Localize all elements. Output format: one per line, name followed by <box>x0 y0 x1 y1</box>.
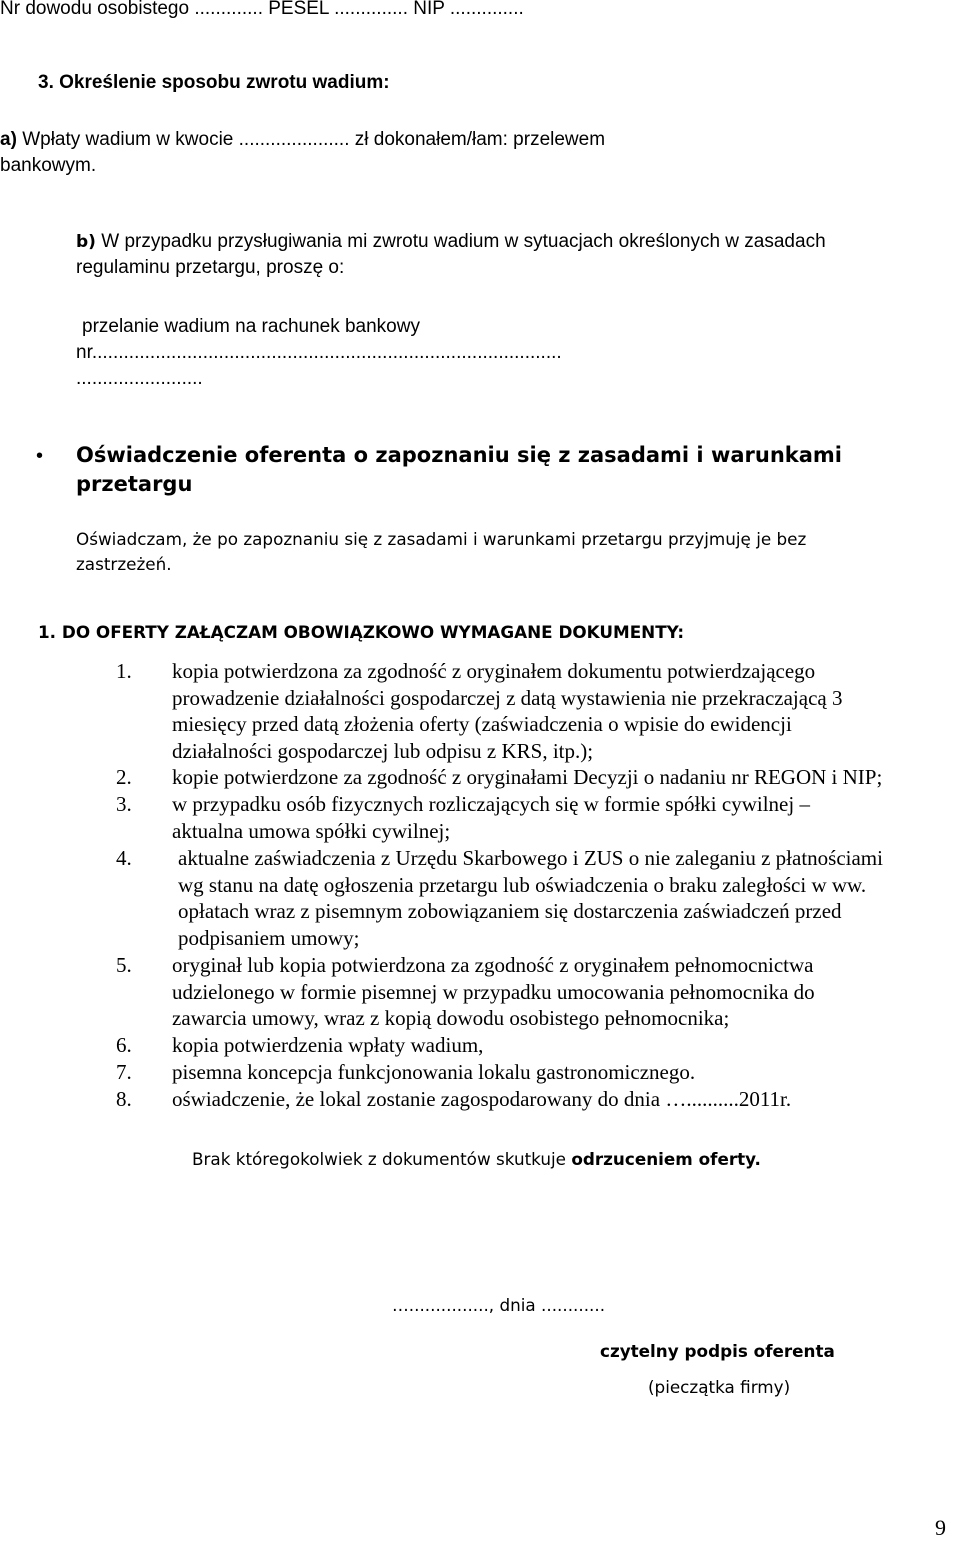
list-item-number: 6. <box>116 1033 132 1057</box>
list-item-text: zawarcia umowy, wraz z kopią dowodu osobistego pełnomocnika; <box>172 1006 730 1031</box>
section-heading: 3. Określenie sposobu zwrotu wadium: <box>38 72 390 93</box>
rejection-notice <box>192 1147 761 1172</box>
list-item-text: udzielonego w formie pisemnej w przypadku umocowania pełnomocnika do <box>172 979 815 1004</box>
list-item-number: 3. <box>116 792 132 816</box>
statement-text-cont: zastrzeżeń. <box>76 554 172 574</box>
list-item-text: kopia potwierdzenia wpłaty wadium, <box>172 1033 484 1057</box>
option-a-text: Wpłaty wadium w kwocie ..................... zł dokonałem/łam: przelewem <box>22 129 606 150</box>
list-item-text: aktualna umowa spółki cywilnej; <box>172 818 451 843</box>
id-numbers-line: Nr dowodu osobistego ............. PESEL .............. NIP .............. <box>0 0 524 19</box>
option-a-text-cont: bankowym. <box>0 155 97 176</box>
list-item-text: pisemna koncepcja funkcjonowania lokalu gastronomicznego. <box>172 1060 696 1084</box>
list-item-text: w przypadku osób fizycznych rozliczających się w formie spółki cywilnej – <box>172 792 810 816</box>
statement-heading-cont: przetargu <box>76 472 193 496</box>
rejection-notice-emphasis: odrzuceniem oferty. <box>571 1149 761 1169</box>
account-number-line-cont: ........................ <box>76 368 203 389</box>
option-b-marker: b) <box>76 232 96 252</box>
list-item-text: działalności gospodarczej lub odpisu z KRS, itp.); <box>172 738 594 763</box>
documents-heading: 1. DO OFERTY ZAŁĄCZAM OBOWIĄZKOWO WYMAGANE DOKUMENTY: <box>38 622 685 642</box>
list-item-number: 4. <box>116 846 132 870</box>
list-item-number: 1. <box>116 659 132 683</box>
list-item-number: 7. <box>116 1060 132 1084</box>
stamp-label: (pieczątka firmy) <box>648 1377 791 1397</box>
list-item-text: opłatach wraz z pisemnym zobowiązaniem się dostarczenia zaświadczeń przed <box>178 899 842 924</box>
list-item-text: oświadczenie, że lokal zostanie zagospodarowany do dnia …..........2011r. <box>172 1087 792 1111</box>
list-item-number: 8. <box>116 1087 132 1111</box>
signature-label: czytelny podpis oferenta <box>600 1341 835 1361</box>
bullet-icon: • <box>36 445 44 467</box>
list-item-text: prowadzenie działalności gospodarczej z datą wystawienia nie przekraczającą 3 <box>172 685 843 710</box>
account-number-line: nr......................................................................................... <box>76 342 562 363</box>
option-a <box>0 127 605 153</box>
page-number: 9 <box>935 1515 946 1540</box>
list-item-text: podpisaniem umowy; <box>178 925 360 950</box>
list-item-text: kopie potwierdzone za zgodność z oryginałami Decyzji o nadaniu nr REGON i NIP; <box>172 765 883 789</box>
list-item-text: oryginał lub kopia potwierdzona za zgodność z oryginałem pełnomocnictwa <box>172 953 814 977</box>
rejection-notice-text: Brak któregokolwiek z dokumentów skutkuje <box>192 1149 572 1169</box>
bank-transfer-request: przelanie wadium na rachunek bankowy <box>82 316 420 337</box>
list-item-number: 5. <box>116 953 132 977</box>
place-date-line: …..............., dnia ............ <box>392 1295 606 1315</box>
option-b-text-cont: regulaminu przetargu, proszę o: <box>76 257 345 278</box>
statement-heading: Oświadczenie oferenta o zapoznaniu się z zasadami i warunkami <box>76 443 842 467</box>
option-b <box>76 229 826 255</box>
list-item-text: miesięcy przed datą złożenia oferty (zaświadczenia o wpisie do ewidencji <box>172 712 792 737</box>
option-b-text: W przypadku przysługiwania mi zwrotu wadium w sytuacjach określonych w zasadach <box>101 231 826 252</box>
list-item-text: wg stanu na datę ogłoszenia przetargu lub oświadczenia o braku zaległości w ww. <box>178 872 867 897</box>
list-item-text: kopia potwierdzona za zgodność z oryginałem dokumentu potwierdzającego <box>172 659 816 683</box>
list-item-number: 2. <box>116 765 132 789</box>
option-a-marker: a) <box>0 129 17 150</box>
statement-text: Oświadczam, że po zapoznaniu się z zasadami i warunkami przetargu przyjmuję je bez <box>76 529 807 549</box>
list-item-text: aktualne zaświadczenia z Urzędu Skarbowego i ZUS o nie zaleganiu z płatnościami <box>178 846 883 870</box>
